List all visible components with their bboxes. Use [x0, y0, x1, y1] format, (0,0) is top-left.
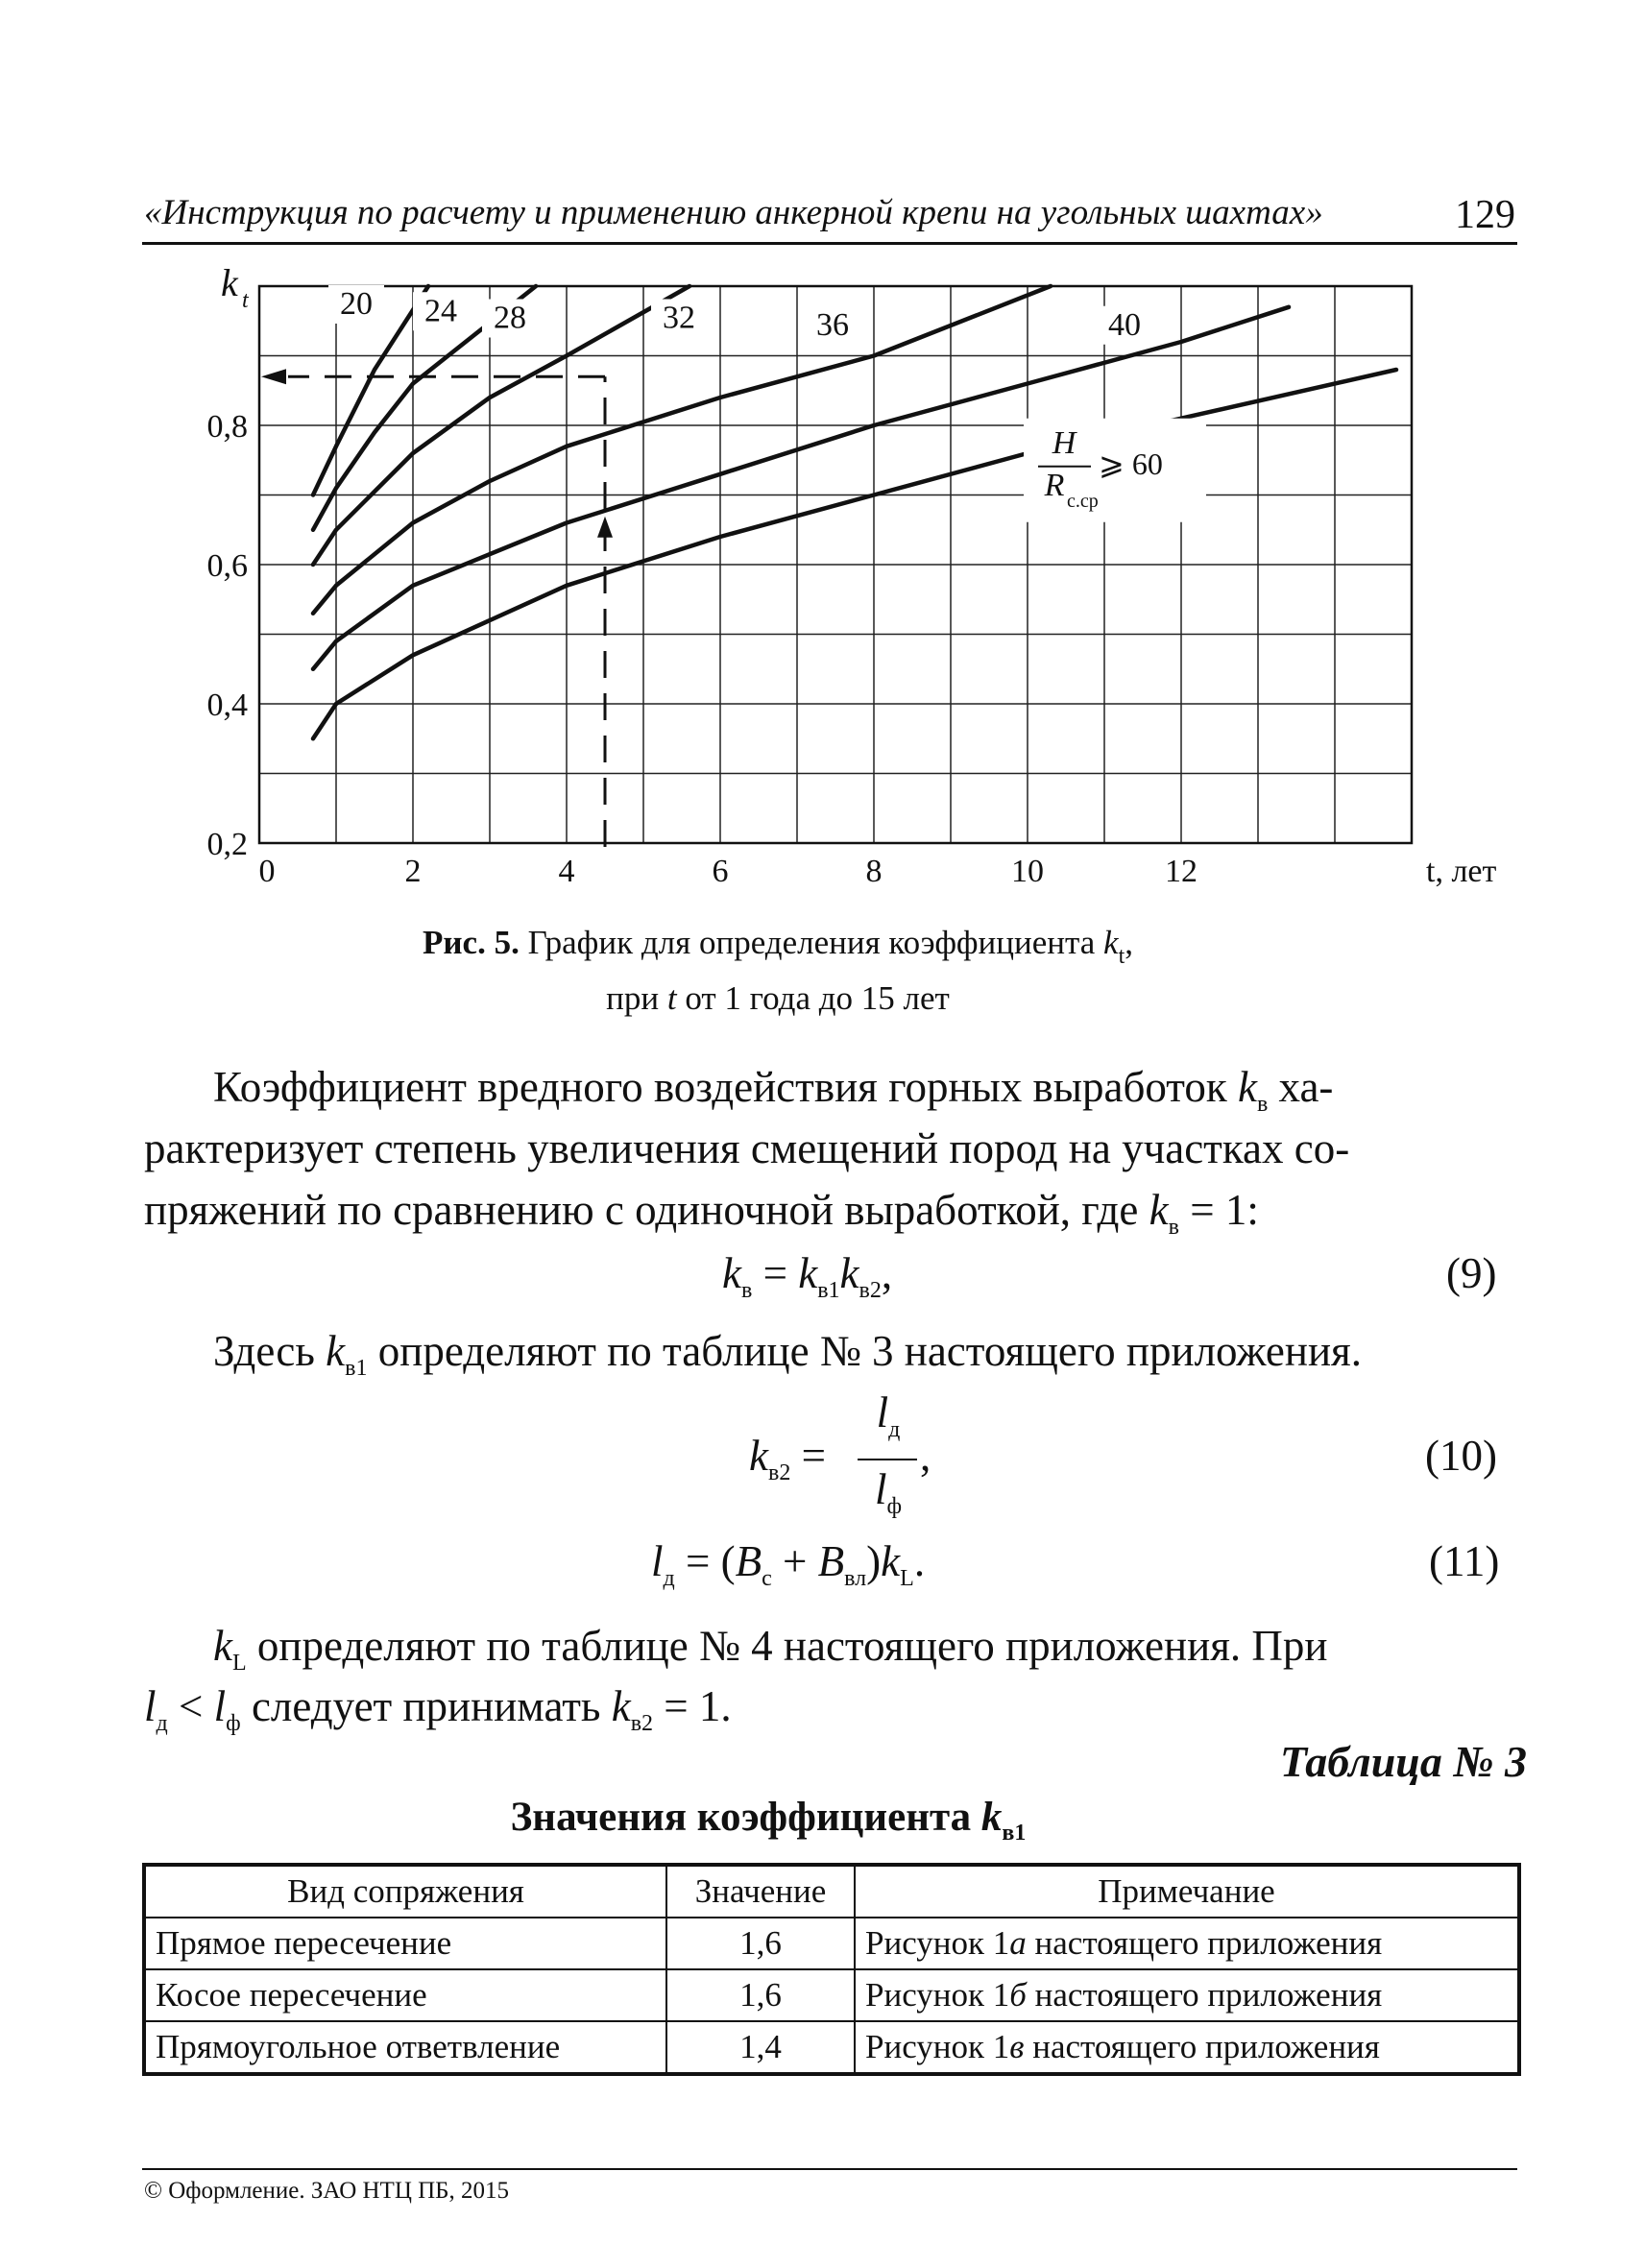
fraction-bar [858, 1459, 917, 1460]
text: следует принимать [251, 1682, 601, 1730]
caption-text: от 1 года до 15 лет [685, 979, 950, 1017]
caption-sub: t [1118, 944, 1125, 969]
cell-value: 1,6 [666, 1969, 855, 2021]
text: = 1: [1190, 1186, 1259, 1234]
sub: д [888, 1417, 901, 1442]
series-label-group [482, 300, 538, 338]
paragraph-3-line-2 [144, 1676, 732, 1755]
var: l [876, 1388, 889, 1436]
annotation-denominator: R [1044, 467, 1065, 503]
var: k [1149, 1186, 1169, 1234]
cell-type: Прямоугольное ответвление [144, 2021, 666, 2074]
cell-value: 1,6 [666, 1918, 855, 1969]
y-tick-label: 0,4 [206, 688, 248, 723]
page-number: 129 [1455, 193, 1515, 237]
operator: = [762, 1249, 787, 1297]
var: k [980, 1795, 1003, 1840]
cell-note [855, 1969, 1519, 2021]
var: l [874, 1465, 887, 1513]
var: k [749, 1432, 768, 1480]
var: l [651, 1537, 664, 1585]
text: настоящего приложения [1026, 1924, 1383, 1962]
running-header-title: «Инструкция по расчету и применению анкерной крепи на угольных шахтах» [144, 193, 1323, 232]
series-label-40: 40 [1108, 306, 1141, 343]
var: в [1009, 2028, 1025, 2065]
equation-11 [651, 1536, 925, 1592]
series-label-28: 28 [494, 300, 526, 336]
table-row [144, 1918, 1519, 1969]
cell-type: Косое пересечение [144, 1969, 666, 2021]
sub: ф [226, 1711, 241, 1736]
equation-10-denominator [859, 1464, 917, 1520]
var: k [798, 1249, 818, 1297]
var: а [1009, 1924, 1027, 1962]
text: Рисунок 1 [865, 1976, 1010, 2014]
cell-value: 1,4 [666, 2021, 855, 2074]
sub: в [1256, 1092, 1269, 1117]
var: l [213, 1682, 227, 1730]
series-label-20: 20 [340, 286, 373, 322]
sub: д [663, 1566, 675, 1591]
sub: в2 [630, 1711, 654, 1736]
series-label-group [413, 292, 469, 330]
var: k [213, 1622, 232, 1670]
sub: с [762, 1566, 772, 1591]
equation-10-punct: , [920, 1432, 931, 1480]
caption-line-1 [288, 922, 1268, 977]
equation-10 [749, 1431, 826, 1486]
x-axis-label: t, лет [1426, 854, 1497, 889]
x-tick-label: 10 [1011, 854, 1044, 889]
text: настоящего приложения [1026, 1976, 1383, 2014]
column-header: Примечание [855, 1865, 1519, 1918]
y-tick-label: 0,2 [206, 827, 248, 862]
equation-9-number: (9) [1446, 1249, 1497, 1297]
series-label-group [1097, 306, 1152, 345]
sub: в2 [767, 1460, 791, 1485]
table-row [144, 1969, 1519, 2021]
punct: , [881, 1249, 893, 1297]
operator: = [801, 1432, 826, 1480]
var: k [326, 1327, 346, 1375]
operator: < [178, 1682, 204, 1730]
var: l [144, 1682, 157, 1730]
text: Здесь [213, 1327, 315, 1375]
sub: в1 [817, 1278, 840, 1303]
caption-text: График для определения коэффициента [527, 924, 1096, 961]
arrow-left-icon [261, 369, 286, 384]
text: определяют по таблице № 4 настоящего приложения. При [256, 1622, 1328, 1670]
table-row [144, 2021, 1519, 2074]
caption-line-2 [288, 977, 1268, 1020]
caption-var: k [1103, 924, 1119, 961]
var: k [722, 1249, 741, 1297]
y-axis-label: k [221, 261, 238, 304]
sub: в1 [1002, 1821, 1027, 1846]
series-label-group [805, 306, 860, 345]
operator: + [783, 1537, 808, 1585]
var: k [1237, 1063, 1257, 1111]
table-title [384, 1794, 1152, 1846]
cell-note [855, 2021, 1519, 2074]
sub: в [740, 1278, 753, 1303]
caption-punct: , [1125, 924, 1133, 961]
y-tick-label: 0,8 [206, 409, 248, 445]
annotation-numerator: H [1052, 424, 1077, 461]
y-axis-label-sub: t [242, 288, 249, 313]
equation-10-number: (10) [1425, 1432, 1497, 1480]
series-label-group [651, 300, 707, 338]
footer-copyright: © Оформление. ЗАО НТЦ ПБ, 2015 [144, 2178, 510, 2204]
operator: ) [866, 1537, 882, 1585]
annotation-relation: ⩾ 60 [1099, 446, 1163, 481]
punct: . [913, 1537, 926, 1585]
cell-note [855, 1918, 1519, 1969]
equation-11-number: (11) [1429, 1537, 1500, 1585]
var: k [611, 1682, 631, 1730]
x-tick-label: 2 [404, 854, 422, 889]
var: k [839, 1249, 859, 1297]
text: определяют по таблице № 3 настоящего приложения. [377, 1327, 1362, 1375]
sub: в1 [345, 1356, 368, 1381]
text: пряжений по сравнению с одиночной выработкой, где [144, 1186, 1139, 1234]
series-label-24: 24 [424, 293, 457, 329]
var: б [1009, 1976, 1027, 2014]
column-header: Вид сопряжения [144, 1865, 666, 1918]
table-number: Таблица № 3 [1279, 1737, 1527, 1786]
table-header-row [144, 1865, 1519, 1918]
equation-9 [722, 1248, 892, 1304]
text: Коэффициент вредного воздействия горных выработок [213, 1063, 1227, 1111]
arrow-up-icon [597, 517, 613, 538]
caption-label: Рис. 5. [423, 924, 520, 961]
text: Рисунок 1 [865, 2028, 1010, 2065]
equation-10-numerator [859, 1387, 917, 1443]
var: k [881, 1537, 901, 1585]
text: Рисунок 1 [865, 1924, 1010, 1962]
x-tick-label: 12 [1165, 854, 1197, 889]
sub: L [900, 1566, 914, 1591]
footer-rule [142, 2168, 1517, 2170]
sub: д [156, 1711, 168, 1736]
series-label-32: 32 [663, 300, 695, 336]
x-tick-label: 8 [865, 854, 883, 889]
column-header: Значение [666, 1865, 855, 1918]
sub: L [231, 1651, 247, 1676]
paragraph-1-line-3 [144, 1179, 1259, 1259]
paragraph-2 [213, 1320, 1362, 1400]
series-label-group [328, 285, 384, 324]
x-tick-label: 6 [712, 854, 729, 889]
sub: в [1168, 1215, 1179, 1240]
caption-var: t [666, 979, 677, 1017]
caption-text: при [606, 979, 660, 1017]
sub: вл [844, 1566, 867, 1591]
header-rule [142, 242, 1517, 245]
paragraph-1-line-2: рактеризует степень увеличения смещений пород на участках со- [144, 1124, 1350, 1172]
cell-type: Прямое пересечение [144, 1918, 666, 1969]
y-tick-label: 0,6 [206, 548, 248, 584]
sub: в2 [859, 1278, 882, 1303]
kt-chart [144, 257, 1497, 910]
operator: = ( [685, 1537, 736, 1585]
text: Значения коэффициента [510, 1795, 972, 1840]
text: настоящего приложения [1024, 2028, 1380, 2065]
var: B [817, 1537, 845, 1585]
series-label-36: 36 [816, 306, 849, 343]
sub: ф [886, 1494, 903, 1519]
text: ха- [1278, 1063, 1334, 1111]
x-tick-label: 0 [258, 854, 276, 889]
x-tick-label: 4 [558, 854, 575, 889]
text: = 1. [664, 1682, 732, 1730]
figure-caption [288, 922, 1268, 1020]
var: B [735, 1537, 762, 1585]
coefficient-table [142, 1863, 1521, 2076]
annotation-denominator-sub: с.ср [1067, 490, 1099, 512]
